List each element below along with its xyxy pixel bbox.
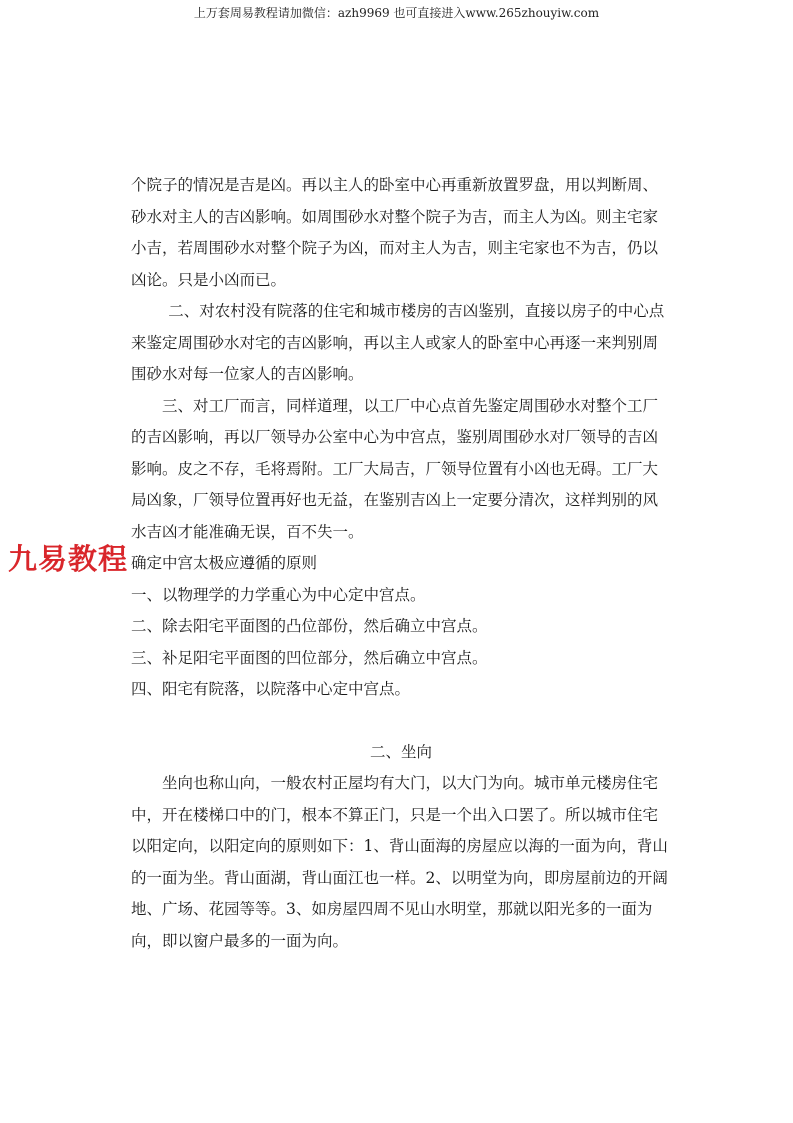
section-title-sitting-direction: 二、坐向 [369,742,432,761]
paragraph-2: 二、对农村没有院落的住宅和城市楼房的吉凶鉴别，直接以房子的中心点来鉴定周围砂水对宅的吉凶影响，再以主人或家人的卧室中心再逐一来判别周围砂水对每一位家人的吉凶影响。 [131,302,665,383]
paragraph-1: 个院子的情况是吉是凶。再以主人的卧室中心再重新放置罗盘，用以判断周、砂水对主人的吉凶影响。如周围砂水对整个院子为吉，而主人为凶。则主宅家小吉，若周围砂水对整个院子为凶，而对主人为吉，则主宅家也不为吉，仍以凶论。只是小凶而已。 [131,176,659,289]
paragraph-3: 三、对工厂而言，同样道理，以工厂中心点首先鉴定周围砂水对整个工厂的吉凶影响，再以厂领导办公室中心为中宫点，鉴别周围砂水对厂领导的吉凶影响。皮之不存，毛将焉附。工厂大局吉，厂领导位置有小凶也无碍。工厂大局凶象，厂领导位置再好也无益，在鉴别吉凶上一定要分清次，这样判别的风水吉凶才能准确无误，百不失一。 [131,396,659,541]
watermark-logo: 九易教程 [8,542,129,576]
principle-item-1: 一、以物理学的力学重心为中心定中宫点。 [131,585,426,604]
principle-item-2: 二、除去阳宅平面图的凸位部份，然后确立中宫点。 [131,617,488,635]
principles-title: 确定中宫太极应遵循的原则 [131,554,318,572]
section-2-body: 坐向也称山向，一般农村正屋均有大门，以大门为向。城市单元楼房住宅中，开在楼梯口中的门，根本不算正门，只是一个出入口罢了。所以城市住宅以阳定向，以阳定向的原则如下：1、背山面海的房屋应以海的一面为向，背山的一面为坐。背山面湖，背山面江也一样。2、以明堂为向，即房屋前边的开阔地、广场、花园等等。3、如房屋四周不见山水明堂，那就以阳光多的一面为向，即以窗户最多的一面为向。 [131,774,668,950]
principle-item-3: 三、补足阳宅平面图的凹位部分，然后确立中宫点。 [131,648,488,667]
document-body [131,170,671,957]
principle-item-4: 四、阳宅有院落，以院落中心定中宫点。 [131,680,411,698]
header-note: 上万套周易教程请加微信：azh9969 也可直接进入www.265zhouyiw.com [193,6,600,20]
